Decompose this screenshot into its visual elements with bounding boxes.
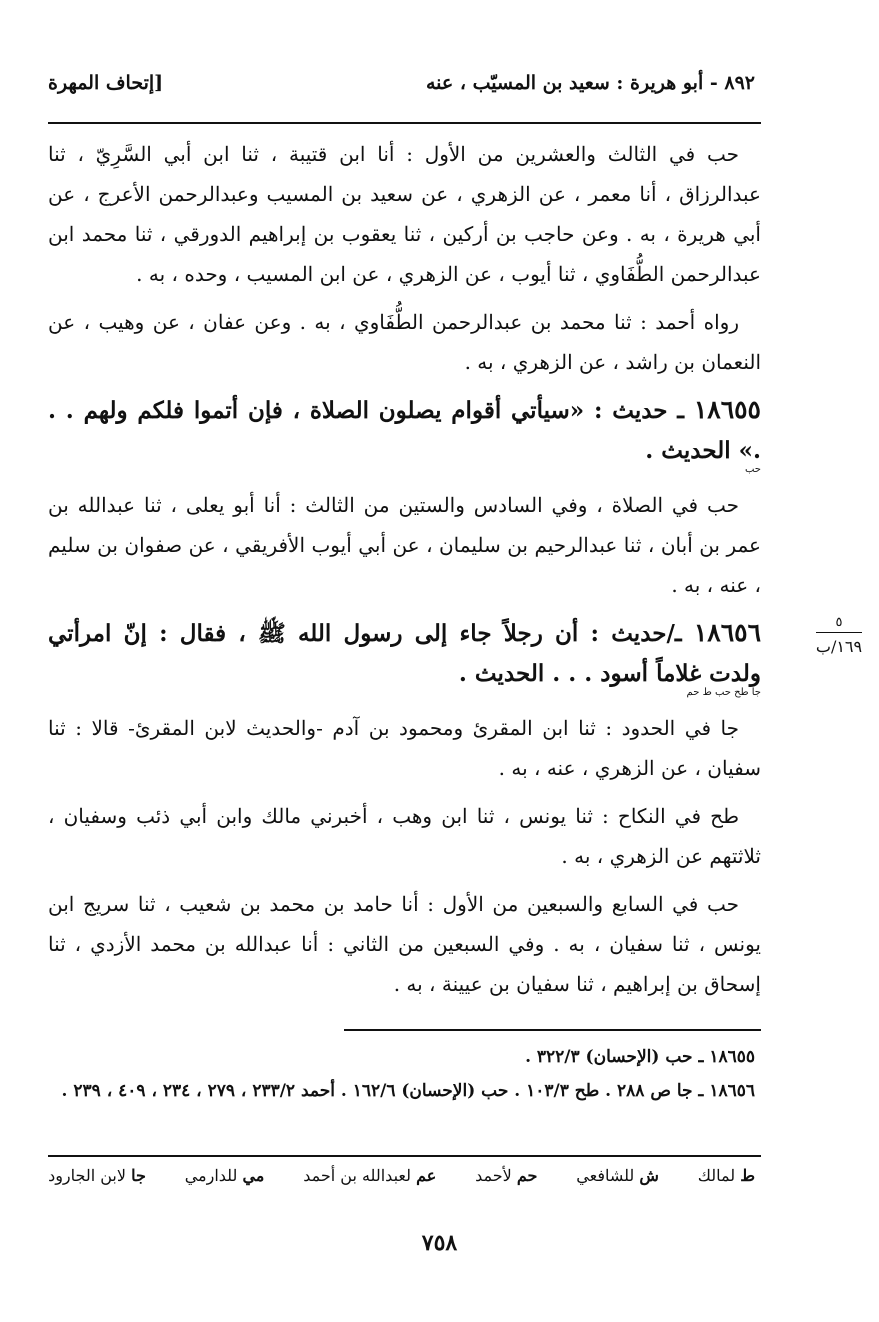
legend-rule: [48, 1155, 761, 1157]
hadith-text: ـ/حديث : أن رجلاً جاء إلى رسول الله ﷺ ، فقال : إنّ امرأتي ولدت غلاماً أسود . . . الحديث .: [48, 620, 761, 687]
legend-item: عم لعبدالله بن أحمد: [303, 1166, 437, 1185]
hadith-sigla: جا طح حب ط حم: [686, 687, 761, 698]
hadith-sigla: حب: [744, 464, 761, 475]
paragraph: طح في النكاح : ثنا يونس ، ثنا ابن وهب ، أخبرني مالك وابن أبي ذئب وسفيان ، ثلاثتهم عن الزهري ، به .: [48, 804, 761, 868]
margin-rule: [816, 632, 862, 633]
legend-item: ش للشافعي: [576, 1166, 659, 1185]
folio-reference: ١٦٩/ب: [815, 637, 863, 656]
paragraph: جا في الحدود : ثنا ابن المقرئ ومحمود بن آدم -والحديث لابن المقرئ- قالا : ثنا سفيان ، عن الزهري ، عنه ، به .: [48, 716, 761, 780]
paragraph: حب في السابع والسبعين من الأول : أنا حامد بن محمد بن شعيب ، ثنا سريج ابن يونس ، ثنا سفيان ، به . وفي السبعين من الثاني : أنا عبدالله بن محمد الأزدي ، ثنا إسحاق بن إبراهيم ، ثنا سفيان بن عيينة ، به .: [48, 892, 761, 996]
hadith-heading: [48, 390, 761, 475]
running-title: ٨٩٢ - أبو هريرة : سعيد بن المسيّب ، عنه: [426, 72, 755, 94]
abbreviation-legend: [48, 1166, 755, 1185]
paragraph: رواه أحمد : ثنا محمد بن عبدالرحمن الطُّفَاوي ، به . وعن عفان ، عن وهيب ، عن النعمان بن راشد ، عن الزهري ، به .: [48, 310, 761, 374]
header-rule: [48, 122, 761, 124]
footnote: ١٨٦٥٦ ـ جا ص ٢٨٨ . طح ١٠٣/٣ . حب (الإحسان) ١٦٢/٦ . أحمد ٢٣٣/٢ ، ٢٧٩ ، ٢٣٤ ، ٤٠٩ ، ٢٣٩ .: [61, 1081, 755, 1101]
main-text: [48, 134, 761, 1012]
margin-note: [808, 616, 870, 656]
paragraph: حب في الصلاة ، وفي السادس والستين من الثالث : أنا أبو يعلى ، ثنا عبدالله بن عمر بن أبان ، ثنا عبدالرحيم بن سليمان ، عن أبي أيوب الأفريقي ، عن صفوان بن سليم ، عنه ، به .: [48, 493, 761, 597]
paragraph: حب في الثالث والعشرين من الأول : أنا ابن قتيبة ، ثنا ابن أبي السَّرِيّ ، ثنا عبدالرزاق ، أنا معمر ، عن الزهري ، عن سعيد بن المسيب وعبدالرحمن الأعرج ، عن أبي هريرة ، به . وعن حاجب بن أركين ، ثنا يعقوب بن إبراهيم الدورقي ، ثنا محمد ابن عبدالرحمن الطُّفَاوي ، ثنا أيوب ، عن الزهري ، عن ابن المسيب ، وحده ، به .: [48, 142, 761, 286]
page-header: [48, 72, 755, 108]
hadith-number: ١٨٦٥٦: [693, 618, 761, 647]
legend-item: حم لأحمد: [475, 1166, 538, 1185]
footnote: ١٨٦٥٥ ـ حب (الإحسان) ٣٢٢/٣ .: [525, 1047, 755, 1067]
hadith-text: ـ حديث : «سيأتي أقوام يصلون الصلاة ، فإن أتموا فلكم ولهم . . .» الحديث .: [48, 397, 761, 464]
margin-mark: ٥: [835, 615, 843, 630]
hadith-heading: [48, 613, 761, 698]
page-number: ٧٥٨: [421, 1230, 458, 1256]
legend-item: ط لمالك: [697, 1166, 755, 1185]
hadith-number: ١٨٦٥٥: [693, 395, 761, 424]
legend-item: جا لابن الجارود: [48, 1166, 146, 1185]
legend-item: مي للدارمي: [184, 1166, 265, 1185]
footnotes: [48, 1040, 755, 1108]
footnote-rule: [344, 1029, 761, 1031]
book-title: [إتحاف المهرة: [48, 72, 164, 94]
